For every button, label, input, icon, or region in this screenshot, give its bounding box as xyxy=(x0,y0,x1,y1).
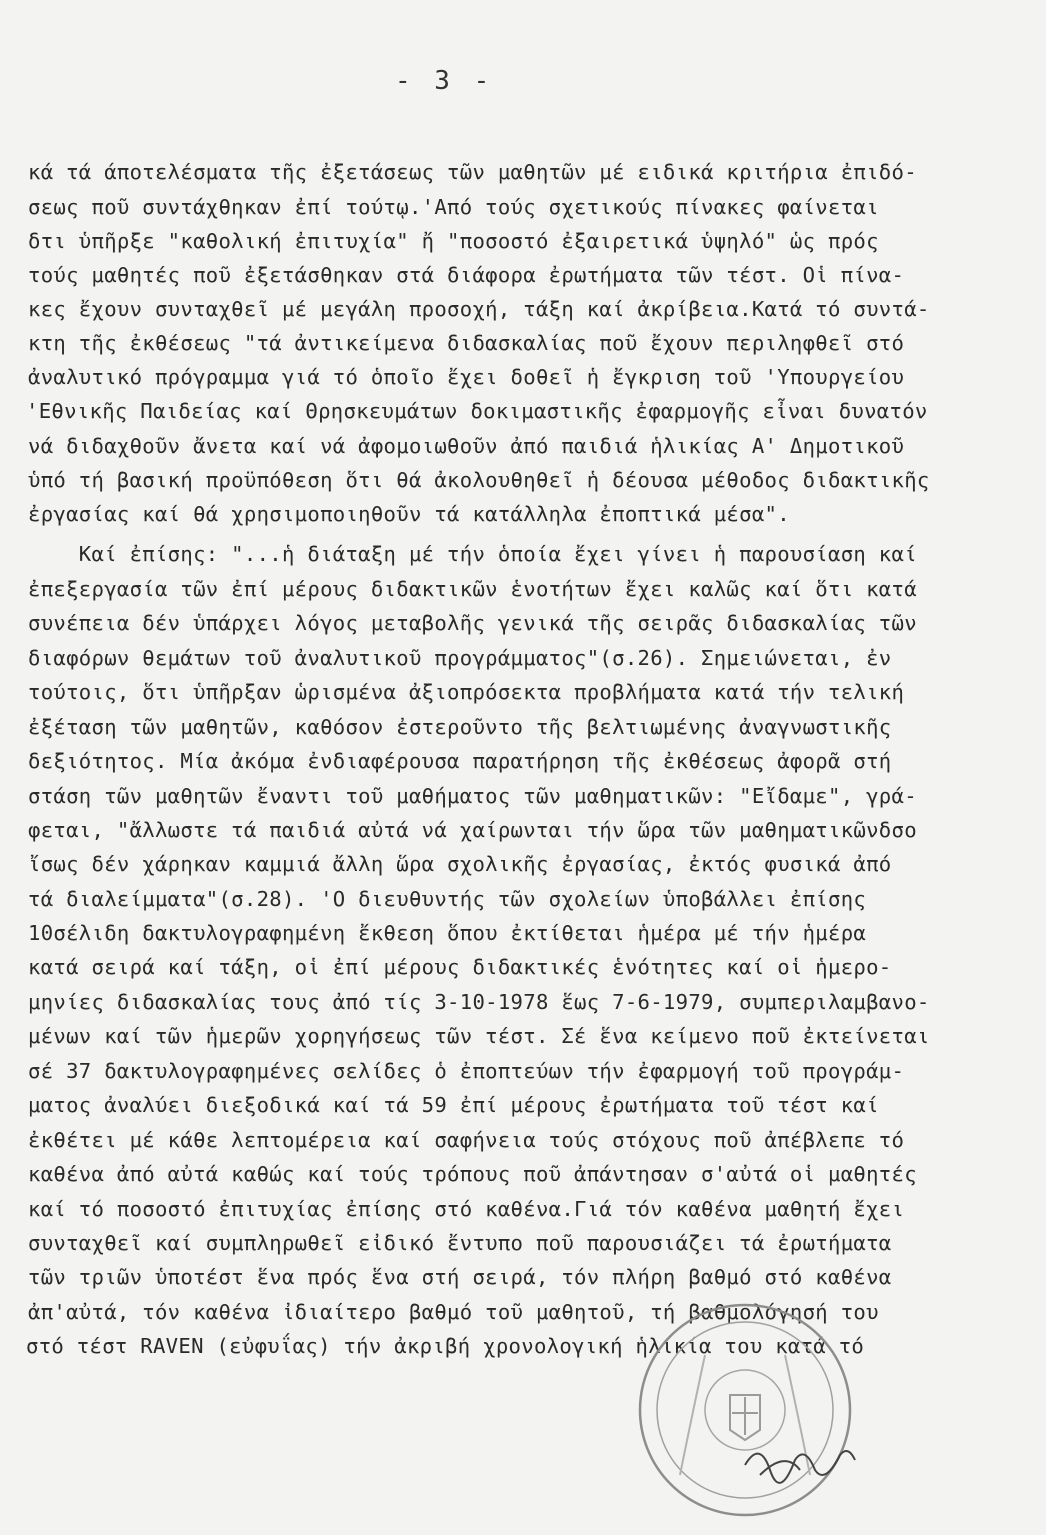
text-line: φεται, "ἄλλωστε τά παιδιά αὐτά νά χαίρωνται τήν ὥρα τῶν μαθηματικῶνδσο xyxy=(28,818,917,842)
text-line: διαφόρων θεμάτων τοῦ ἀναλυτικοῦ προγράμματος"(σ.26). Σημειώνεται, ἐν xyxy=(28,646,892,670)
text-line: μηνίες διδασκαλίας τους ἀπό τίς 3-10-1978 ἕως 7-6-1979, συμπεριλαμβανο- xyxy=(28,990,930,1014)
text-line: ἐξέταση τῶν μαθητῶν, καθόσον ἐστεροῦντο τῆς βελτιωμένης ἀναγνωστικῆς xyxy=(28,715,892,739)
text-line: σεως ποῦ συντάχθηκαν ἐπί τούτῳ.'Από τούς σχετικούς πίνακες φαίνεται xyxy=(28,195,879,219)
text-line: 'Εθνικῆς Παιδείας καί Θρησκευμάτων δοκιμαστικῆς ἐφαρμογῆς εἶναι δυνατόν xyxy=(26,399,928,423)
text-line: ἐπεξεργασία τῶν ἐπί μέρους διδακτικῶν ἑνοτήτων ἔχει καλῶς καί ὅτι κατά xyxy=(28,577,917,601)
text-line: μένων καί τῶν ἡμερῶν χορηγήσεως τῶν τέστ. Σέ ἕνα κείμενο ποῦ ἐκτείνεται xyxy=(28,1024,930,1048)
text-line: ὑπό τή βασική προϋπόθεση ὅτι θά ἀκολουθηθεῖ ἡ δέουσα μέθοδος διδακτικῆς xyxy=(28,468,930,492)
text-line: ματος ἀναλύει διεξοδικά καί τά 59 ἐπί μέρους ἐρωτήματα τοῦ τέστ καί xyxy=(28,1093,879,1117)
handwritten-signature xyxy=(740,1430,860,1490)
text-line: ἐκθέτει μέ κάθε λεπτομέρεια καί σαφήνεια τούς στόχους ποῦ ἀπέβλεπε τό xyxy=(28,1128,905,1152)
text-line: ἀπ'αὐτά, τόν καθένα ἰδιαίτερο βαθμό τοῦ μαθητοῦ, τή βαθμολόγησή του xyxy=(28,1300,879,1324)
text-line: δεξιότητος. Μία ἀκόμα ἐνδιαφέρουσα παρατήρηση τῆς ἐκθέσεως ἀφορᾶ στή xyxy=(28,749,892,773)
text-line: καί τό ποσοστό ἐπιτυχίας ἐπίσης στό καθένα.Γιά τόν καθένα μαθητή ἔχει xyxy=(28,1197,905,1221)
page-number: - 3 - xyxy=(395,66,494,96)
text-line: ἀναλυτικό πρόγραμμα γιά τό ὁποῖο ἔχει δοθεῖ ἡ ἔγκριση τοῦ 'Υπουργείου xyxy=(28,365,905,389)
text-line: τῶν τριῶν ὑποτέστ ἕνα πρός ἕνα στή σειρά, τόν πλήρη βαθμό στό καθένα xyxy=(28,1265,892,1289)
text-line: κτη τῆς ἐκθέσεως "τά ἀντικείμενα διδασκαλίας ποῦ ἔχουν περιληφθεῖ στό xyxy=(28,331,905,355)
text-line: κατά σειρά καί τάξη, οἱ ἐπί μέρους διδακτικές ἑνότητες καί οἱ ἡμερο- xyxy=(28,955,892,979)
text-line: νά διδαχθοῦν ἄνετα καί νά ἀφομοιωθοῦν ἀπό παιδιά ἡλικίας Α' Δημοτικοῦ xyxy=(28,434,905,458)
text-line: δτι ὑπῆρξε "καθολική ἐπιτυχία" ἤ "ποσοστό ἐξαιρετικά ὑψηλό" ὡς πρός xyxy=(28,229,879,253)
text-line: συνέπεια δέν ὑπάρχει λόγος μεταβολῆς γενικά τῆς σειρᾶς διδασκαλίας τῶν xyxy=(28,611,917,635)
text-line: τούτοις, ὅτι ὑπῆρξαν ὡρισμένα ἀξιοπρόσεκτα προβλήματα κατά τήν τελική xyxy=(28,680,905,704)
text-line: κά τά άποτελέσματα τῆς ἐξετάσεως τῶν μαθητῶν μέ ειδικά κριτήρια ἐπιδό- xyxy=(28,160,917,184)
text-line: στάση τῶν μαθητῶν ἔναντι τοῦ μαθήματος τῶν μαθηματικῶν: "Εἴδαμε", γρά- xyxy=(28,784,917,808)
text-line: ἐργασίας καί θά χρησιμοποιηθοῦν τά κατάλληλα ἐποπτικά μέσα". xyxy=(28,502,790,526)
text-line: συνταχθεῖ καί συμπληρωθεῖ εἰδικό ἔντυπο ποῦ παρουσιάζει τά ἐρωτήματα xyxy=(28,1231,892,1255)
text-line: τά διαλείμματα"(σ.28). 'Ο διευθυντής τῶν σχολείων ὑποβάλλει ἐπίσης xyxy=(28,887,867,911)
text-line: τούς μαθητές ποῦ ἐξετάσθηκαν στά διάφορα ἐρωτήματα τῶν τέστ. Οἱ πίνα- xyxy=(28,263,905,287)
text-line: ἴσως δέν χάρηκαν καμμιά ἄλλη ὥρα σχολικῆς ἐργασίας, ἐκτός φυσικά ἀπό xyxy=(28,852,892,876)
text-line: καθένα ἀπό αὐτά καθώς καί τούς τρόπους ποῦ ἀπάντησαν σ'αὐτά οἱ μαθητές xyxy=(28,1162,917,1186)
text-line: στό τέστ RAVEN (εὐφυΐας) τήν ἀκριβή χρονολογική ἡλικία του κατά τό xyxy=(26,1334,865,1358)
text-line: 10σέλιδη δακτυλογραφημένη ἔκθεση ὅπου ἐκτίθεται ἡμέρα μέ τήν ἡμέρα xyxy=(28,921,867,945)
text-line: κες ἔχουν συνταχθεῖ μέ μεγάλη προσοχή, τάξη καί ἀκρίβεια.Κατά τό συντά- xyxy=(28,297,930,321)
text-line: Καί ἐπίσης: "...ἡ διάταξη μέ τήν ὁποία ἔχει γίνει ἡ παρουσίαση καί xyxy=(28,542,917,566)
official-stamp xyxy=(620,1285,870,1535)
text-line: σέ 37 δακτυλογραφημένες σελίδες ὁ ἐποπτεύων τήν ἐφαρμογή τοῦ προγράμ- xyxy=(28,1059,905,1083)
